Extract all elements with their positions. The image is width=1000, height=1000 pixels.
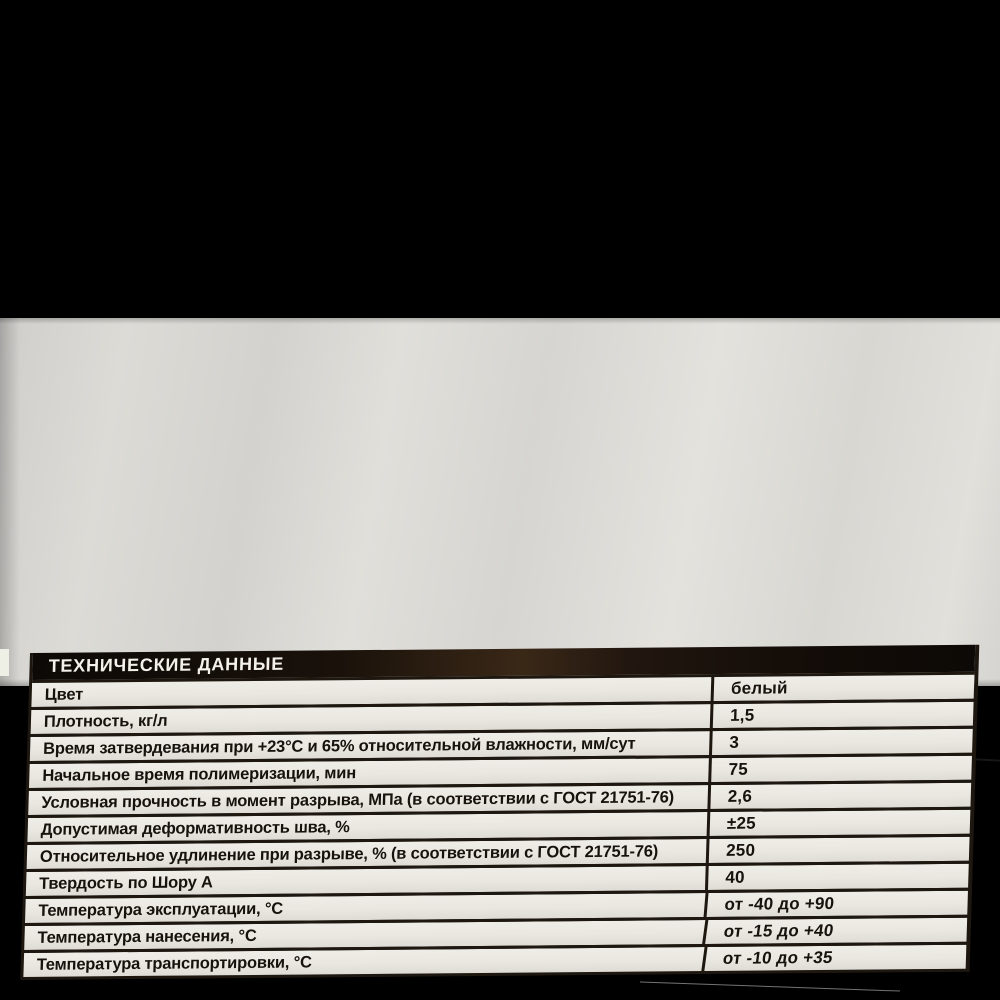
row-label: Начальное время полимеризации, мин (42, 763, 357, 785)
row-label: Допустимая деформативность шва, % (40, 817, 350, 839)
plastic-crease (640, 981, 900, 991)
row-label: Твердость по Шору А (38, 872, 214, 893)
row-value: от -40 до +90 (704, 891, 969, 917)
row-label: Температура нанесения, °С (37, 926, 257, 947)
package-edge-mark (0, 649, 9, 676)
row-value: 40 (705, 864, 969, 890)
row-value: 2,6 (707, 783, 971, 809)
row-label: Температура эксплуатации, °С (38, 899, 284, 920)
row-value: от -15 до +40 (702, 918, 968, 944)
technical-data-table (20, 645, 979, 980)
row-value: от -10 до +35 (701, 945, 967, 971)
row-value: ±25 (707, 810, 971, 836)
row-label: Условная прочность в момент разрыва, МПа (в соответствии с ГОСТ 21751-76) (41, 787, 675, 812)
section-title: ТЕХНИЧЕСКИЕ ДАННЫЕ (48, 653, 285, 676)
plastic-crease (976, 758, 1000, 761)
row-value: 75 (708, 756, 972, 782)
row-label: Температура транспортировки, °С (36, 952, 313, 974)
package-surface (0, 318, 1000, 974)
row-label: Цвет (44, 685, 84, 704)
row-label: Относительное удлинение при разрыве, % (в соответствии с ГОСТ 21751-76) (39, 841, 659, 866)
row-value: белый (711, 675, 975, 701)
row-value: 1,5 (710, 702, 974, 728)
row-label: Время затвердевания при +23°С и 65% относительной влажности, мм/сут (42, 734, 636, 758)
row-label: Плотность, кг/л (43, 711, 168, 731)
row-value: 3 (709, 729, 973, 755)
row-value: 250 (706, 837, 970, 863)
